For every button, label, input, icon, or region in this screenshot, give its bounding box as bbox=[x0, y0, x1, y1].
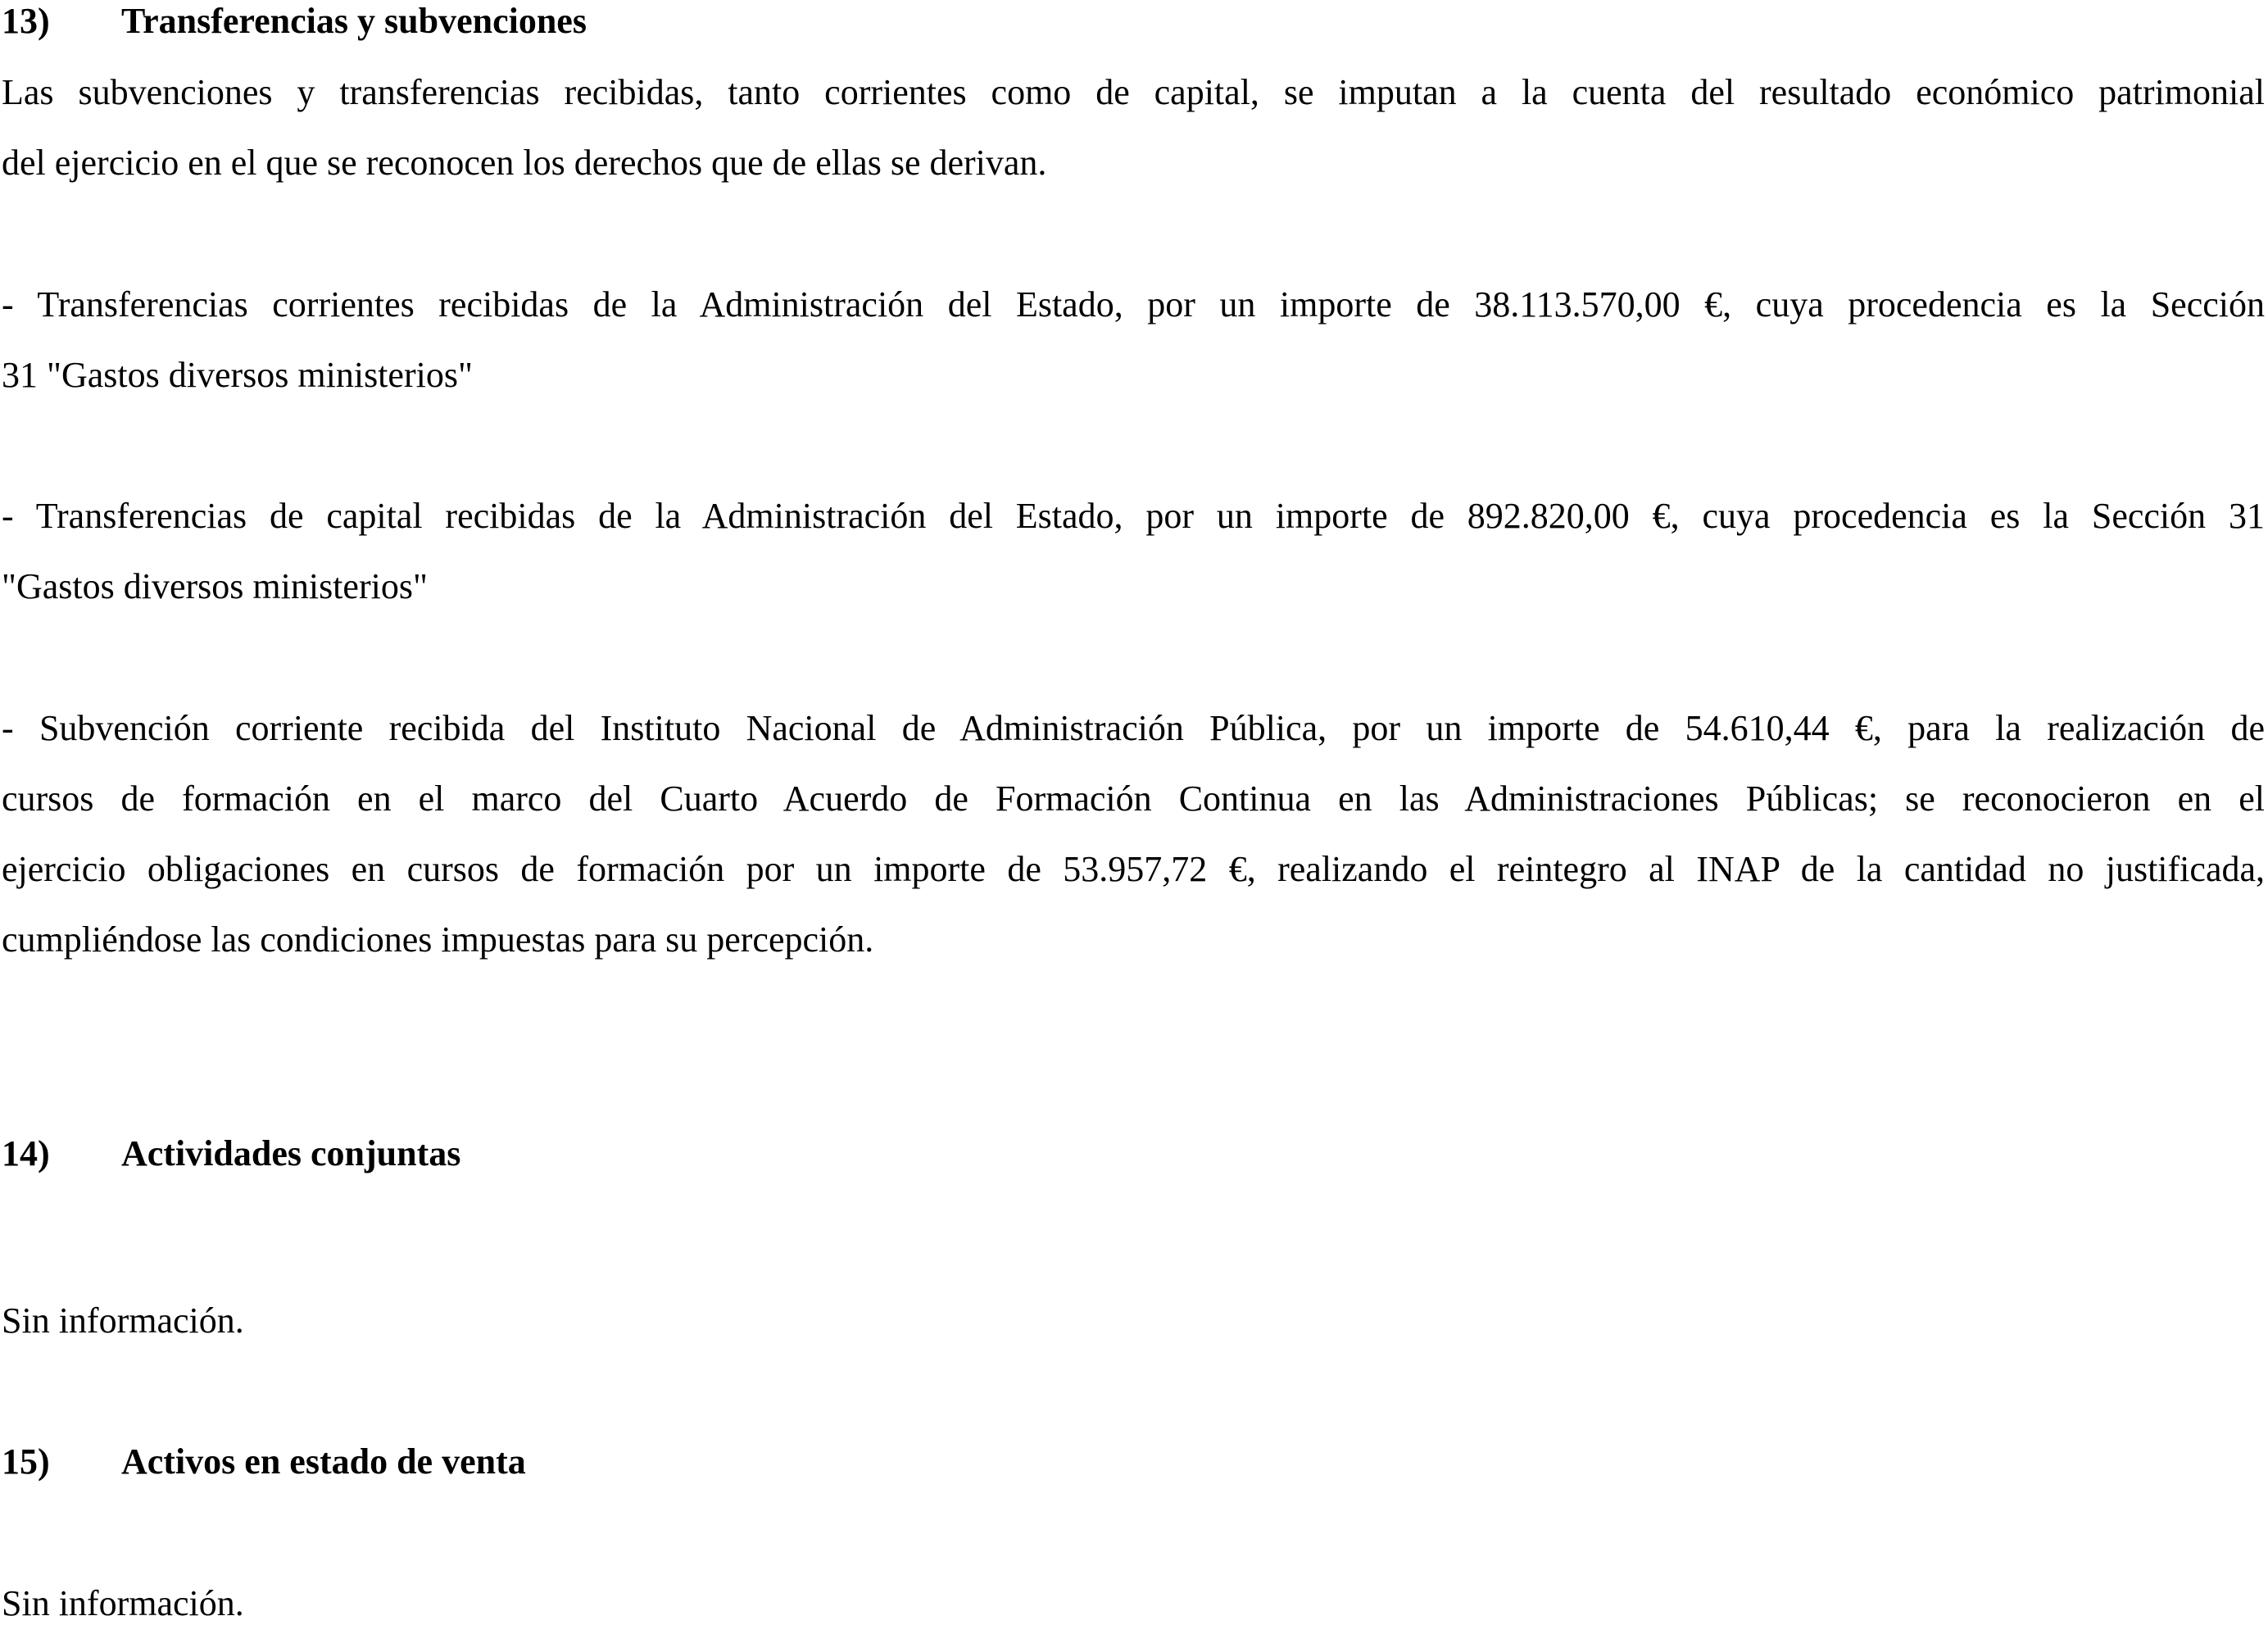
section-13-paragraph-3 bbox=[2, 481, 2265, 622]
paragraph-line: del ejercicio en el que se reconocen los derechos que de ellas se derivan. bbox=[2, 143, 1047, 183]
section-13-number: 13) bbox=[2, 1, 50, 41]
paragraph-line: cumpliéndose las condiciones impuestas para su percepción. bbox=[2, 919, 874, 960]
paragraph-line: Las subvenciones y transferencias recibidas, tanto corrientes como de capital, se imputan a la cuenta del resultado económico patrimonial bbox=[2, 72, 2265, 112]
paragraph-line: - Transferencias de capital recibidas de la Administración del Estado, por un importe de 892.820,00 €, cuya procedencia es la Sección 31 bbox=[2, 496, 2265, 536]
section-15-text: Sin información. bbox=[2, 1583, 244, 1623]
section-13-paragraph-4 bbox=[2, 693, 2265, 975]
paragraph-line: ejercicio obligaciones en cursos de formación por un importe de 53.957,72 €, realizando el reintegro al INAP de la cantidad no justificada, bbox=[2, 849, 2265, 889]
section-13-heading bbox=[2, 0, 587, 43]
paragraph-line: "Gastos diversos ministerios" bbox=[2, 566, 428, 606]
section-15-heading bbox=[2, 1441, 526, 1483]
section-13-title: Transferencias y subvenciones bbox=[121, 1, 587, 41]
section-14-number: 14) bbox=[2, 1133, 50, 1173]
paragraph-line: - Transferencias corrientes recibidas de la Administración del Estado, por un importe de 38.113.570,00 €, cuya procedencia es la Sección bbox=[2, 284, 2265, 325]
section-13-paragraph-1 bbox=[2, 57, 2265, 198]
section-14-heading bbox=[2, 1133, 460, 1175]
paragraph-line: cursos de formación en el marco del Cuarto Acuerdo de Formación Continua en las Administraciones Públicas; se reconocieron en el bbox=[2, 778, 2265, 819]
section-14-text: Sin información. bbox=[2, 1300, 244, 1341]
section-15-number: 15) bbox=[2, 1441, 50, 1482]
paragraph-line: 31 "Gastos diversos ministerios" bbox=[2, 355, 473, 395]
section-14-title: Actividades conjuntas bbox=[121, 1133, 461, 1173]
paragraph-line: - Subvención corriente recibida del Instituto Nacional de Administración Pública, por un importe de 54.610,44 €, para la realización de bbox=[2, 708, 2265, 748]
section-13-paragraph-2 bbox=[2, 270, 2265, 411]
section-15-title: Activos en estado de venta bbox=[121, 1441, 526, 1482]
